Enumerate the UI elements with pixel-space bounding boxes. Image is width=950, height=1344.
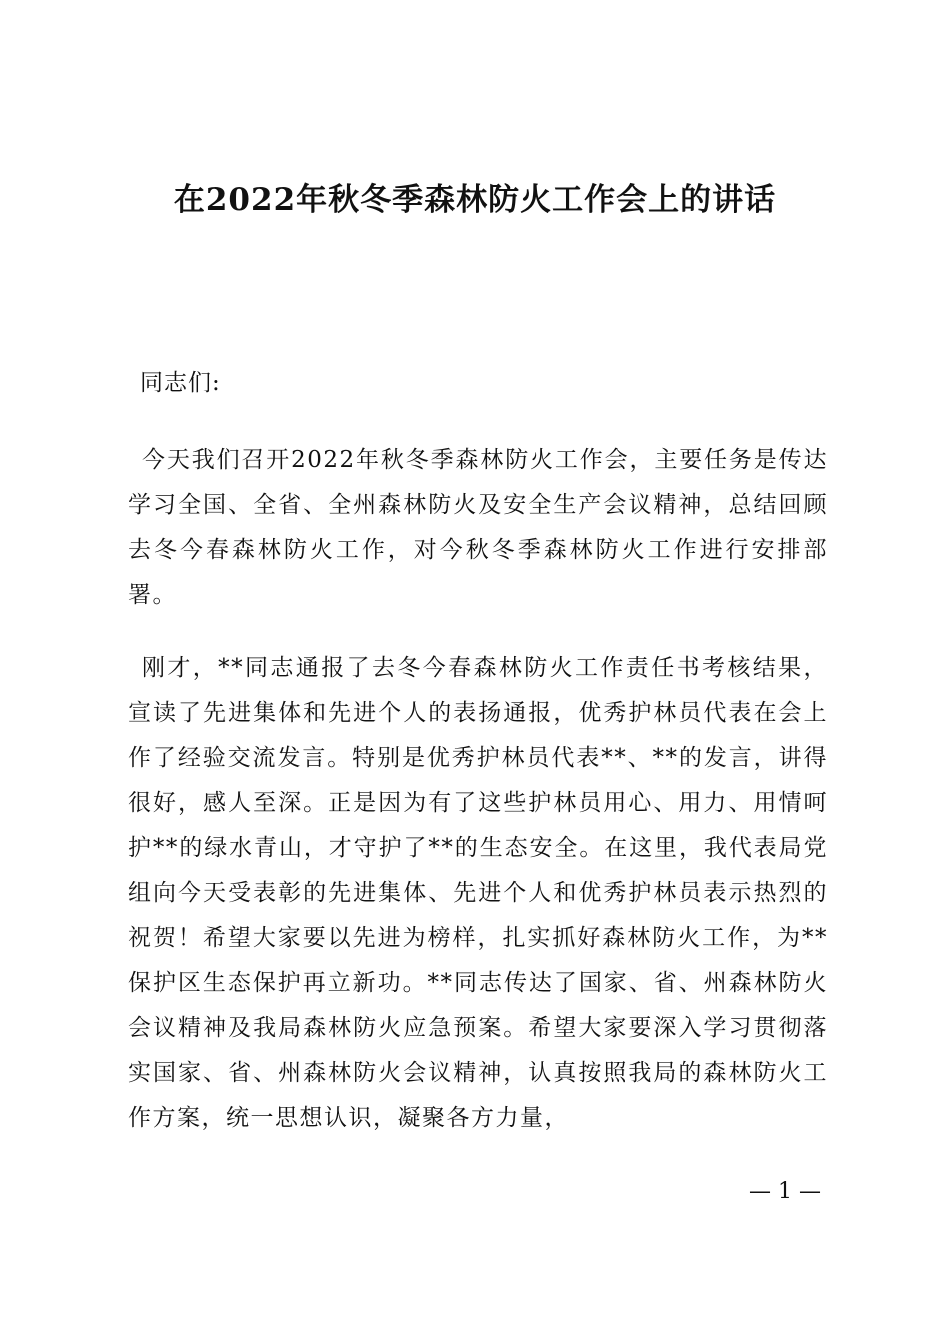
page-number: — 1 —	[749, 1179, 821, 1204]
paragraph-1: 今天我们召开2022年秋冬季森林防火工作会，主要任务是传达学习全国、全省、全州森林防火及安全生产会议精神，总结回顾去冬今春森林防火工作，对今秋冬季森林防火工作进行安排部署。	[128, 447, 828, 608]
salutation: 同志们:	[140, 370, 221, 396]
document-title: 在2022年秋冬季森林防火工作会上的讲话	[173, 182, 777, 218]
paragraph-2: 刚才，**同志通报了去冬今春森林防火工作责任书考核结果，宣读了先进集体和先进个人的表扬通报，优秀护林员代表在会上作了经验交流发言。特别是优秀护林员代表**、**的发言，讲得很好，感人至深。正是因为有了这些护林员用心、用力、用情呵护**的绿水青山，才守护了**的生态安全。在这里，我代表局党组向今天受表彰的先进集体、先进个人和优秀护林员表示热烈的祝贺！希望大家要以先进为榜样，扎实抓好森林防火工作，为**保护区生态保护再立新功。**同志传达了国家、省、州森林防火会议精神及我局森林防火应急预案。希望大家要深入学习贯彻落实国家、省、州森林防火会议精神，认真按照我局的森林防火工作方案，统一思想认识，凝聚各方力量，	[128, 655, 828, 1131]
